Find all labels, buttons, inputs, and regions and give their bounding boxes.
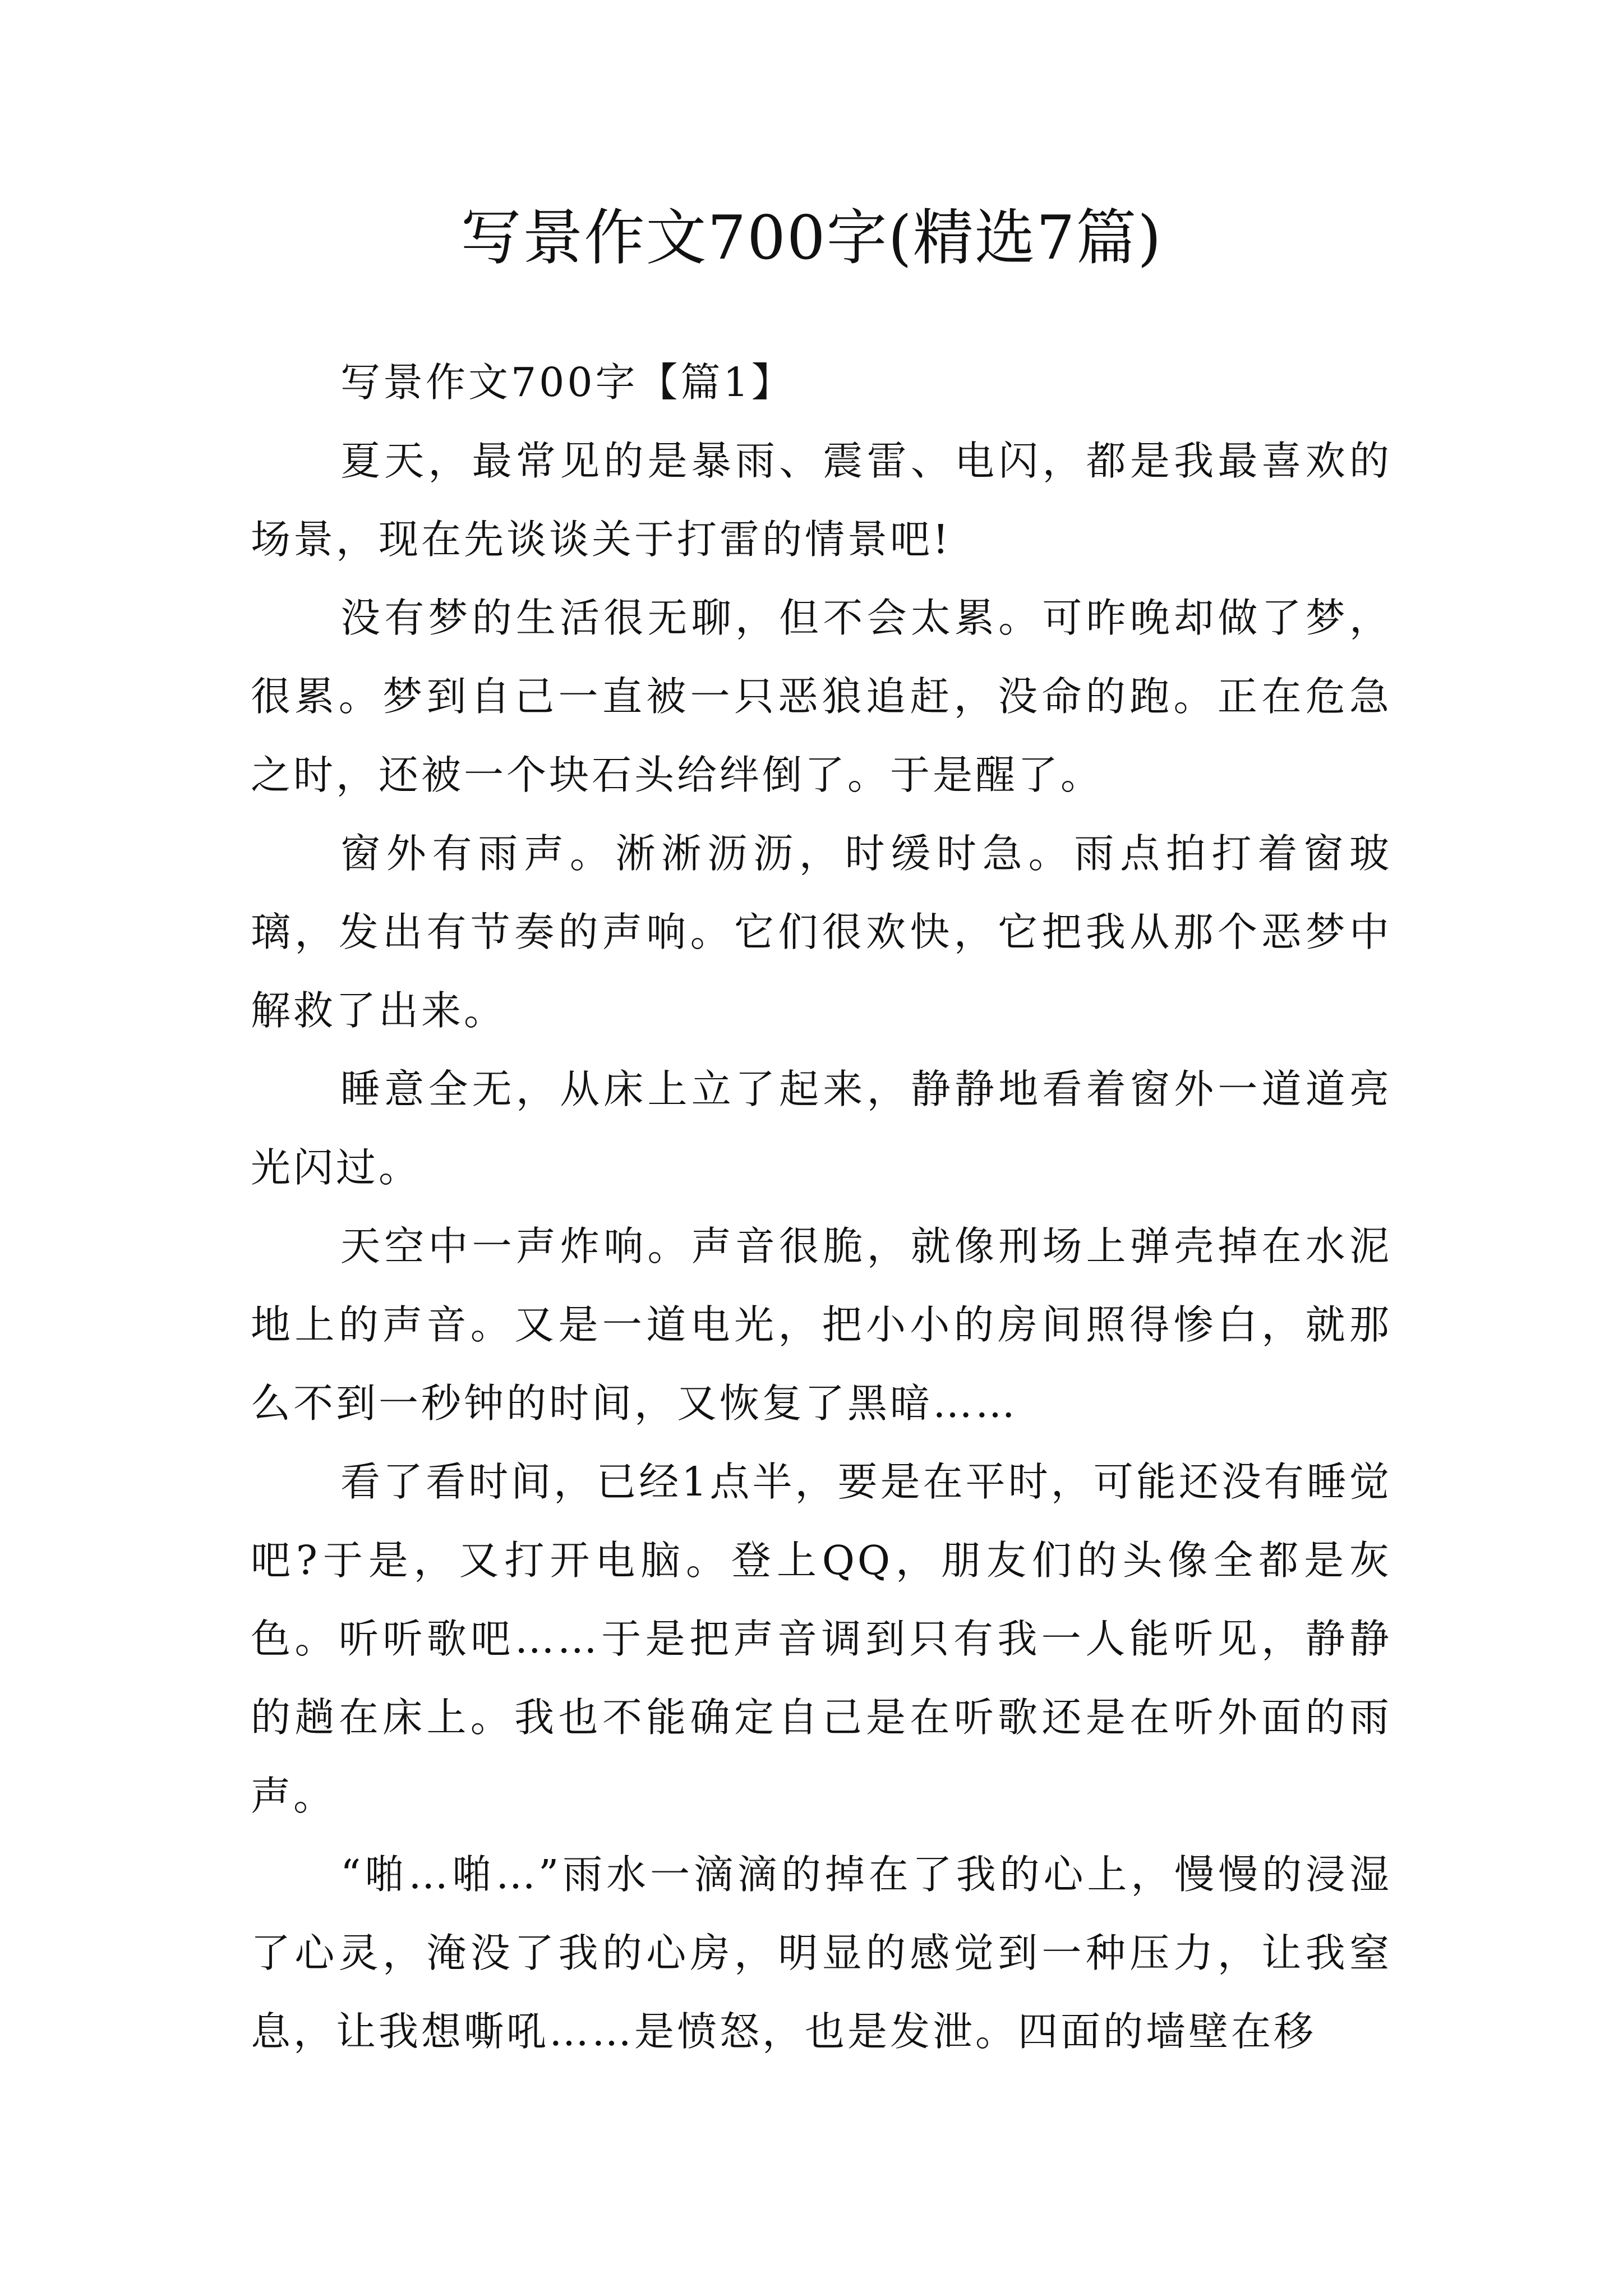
document-body	[251, 343, 1392, 2071]
paragraph: 窗外有雨声。淅淅沥沥，时缓时急。雨点拍打着窗玻璃，发出有节奏的声响。它们很欢快，它把我从那个恶梦中解救了出来。	[251, 830, 1392, 1034]
section-heading: 写景作文700字【篇1】	[340, 359, 794, 406]
paragraph: “啪…啪…”雨水一滴滴的掉在了我的心上，慢慢的浸湿了心灵，淹没了我的心房，明显的感觉到一种压力，让我窒息，让我想嘶吼……是愤怒，也是发泄。四面的墙壁在移	[251, 1851, 1392, 2055]
paragraph: 没有梦的生活很无聊，但不会太累。可昨晚却做了梦，很累。梦到自己一直被一只恶狼追赶，没命的跑。正在危急之时，还被一个块石头给绊倒了。于是醒了。	[251, 595, 1392, 798]
document-title: 写景作文700字(精选7篇)	[460, 203, 1163, 273]
paragraph: 天空中一声炸响。声音很脆，就像刑场上弹壳掉在水泥地上的声音。又是一道电光，把小小的房间照得惨白，就那么不到一秒钟的时间，又恢复了黑暗……	[251, 1223, 1392, 1427]
paragraph: 夏天，最常见的是暴雨、震雷、电闪，都是我最喜欢的场景，现在先谈谈关于打雷的情景吧!	[251, 438, 1392, 563]
paragraph: 看了看时间，已经1点半，要是在平时，可能还没有睡觉吧?于是，又打开电脑。登上QQ，朋友们的头像全都是灰色。听听歌吧……于是把声音调到只有我一人能听见，静静的趟在床上。我也不能确定自己是在听歌还是在听外面的雨声。	[251, 1458, 1392, 1819]
paragraph: 睡意全无，从床上立了起来，静静地看着窗外一道道亮光闪过。	[251, 1066, 1392, 1191]
